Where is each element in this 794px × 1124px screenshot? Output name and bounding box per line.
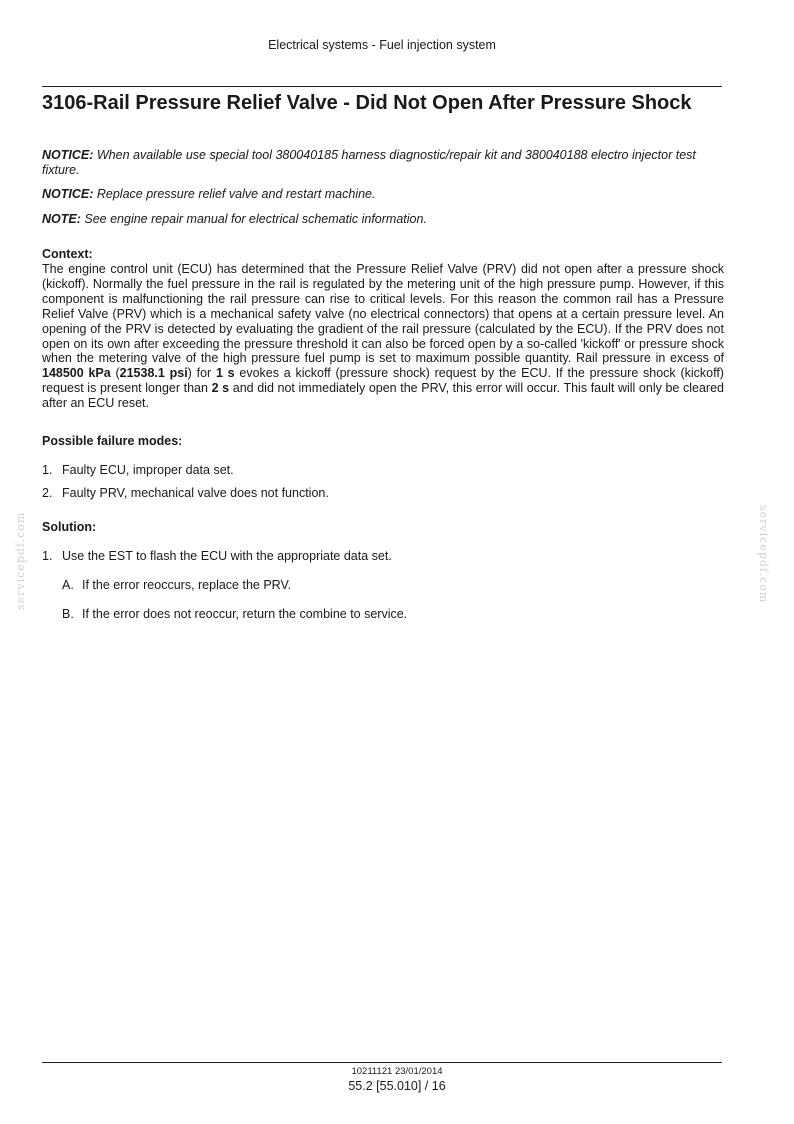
header-divider [42,86,722,87]
note-schematic [42,212,724,227]
watermark-left: servicepdf.com [14,511,27,610]
context-heading: Context: [42,247,93,261]
solution-substep: A. If the error reoccurs, replace the PRV. [62,578,292,592]
notice-text: When available use special tool 380040185 harness diagnostic/repair kit and 380040188 electro injector test fixture. [42,148,696,177]
notice-label: NOTICE: [42,187,94,201]
notice-replace-valve [42,187,724,202]
solution-heading: Solution: [42,520,97,534]
duration-2-value: 2 s [211,381,230,396]
notice-special-tool [42,148,724,178]
watermark-right: servicepdf.com [757,505,770,604]
list-item: 2. Faulty PRV, mechanical valve does not function. [42,486,329,500]
list-item: 1. Faulty ECU, improper data set. [42,463,234,477]
solution-substep: B. If the error does not reoccur, return the combine to service. [62,607,408,621]
footer-page-number: 55.2 [55.010] / 16 [348,1079,446,1093]
duration-1-value: 1 s [215,366,235,381]
failure-modes-heading: Possible failure modes: [42,434,183,448]
solution-step: 1. Use the EST to flash the ECU with the appropriate data set. [42,549,392,563]
pressure-psi-value: 21538.1 psi [119,366,188,381]
note-text: See engine repair manual for electrical schematic information. [84,212,427,226]
pressure-kpa-value: 148500 kPa [42,366,111,381]
page-title: 3106-Rail Pressure Relief Valve - Did Not Open After Pressure Shock [42,92,692,114]
notice-text: Replace pressure relief valve and restart machine. [96,187,376,201]
context-paragraph: The engine control unit (ECU) has determined that the Pressure Relief Valve (PRV) did not open after a pressure shock (kickoff). Normally the fuel pressure in the rail is regulated by the metering unit of the high pressure pump. However, if this component is malfunctioning the rail pressure can rise to critical levels. For this reason the common rail has a Pressure Relief Valve (PRV) which is a mechanical safety valve (no electrical connectors) that opens at a certain pressure level. An opening of the PRV is detected by evaluating the gradient of the rail pressure (calculated by the ECU). If the PRV does not open on its own after exceeding the pressure threshold it can also be forced open by a so-called 'kickoff' or pressure shock when the metering valve of the high pressure fuel pump is set to maximum possible quantity. Rail pressure in excess of 148500 kPa (21538.1 psi) for 1 s evokes a kickoff (pressure shock) request by the ECU. If the pressure shock (kickoff) request is present longer than 2 s and did not immediately open the PRV, this error will occur. This fault will only be cleared after an ECU reset. [42,262,724,411]
notice-label: NOTICE: [42,148,94,162]
footer-divider [42,1062,722,1063]
footer-doc-code: 10211121 23/01/2014 [351,1066,443,1077]
running-header: Electrical systems - Fuel injection system [268,38,496,52]
note-label: NOTE: [42,212,81,226]
